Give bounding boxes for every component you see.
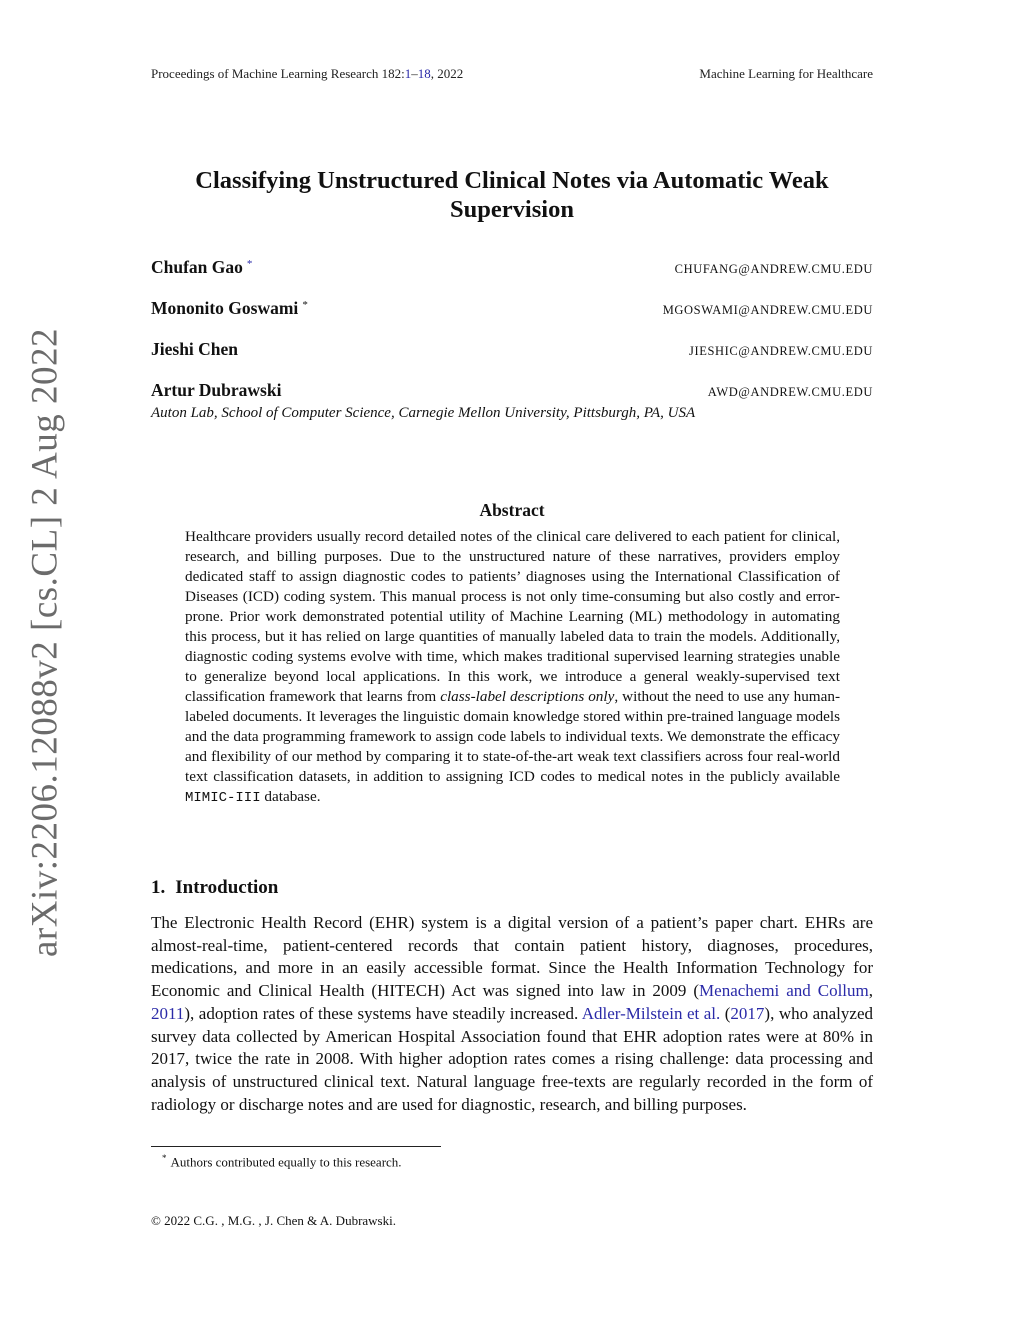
author-email: CHUFANG@ANDREW.CMU.EDU	[674, 262, 873, 276]
author-email: JIESHIC@ANDREW.CMU.EDU	[689, 344, 873, 358]
author-row	[151, 257, 873, 278]
author-name: Mononito Goswami *	[151, 298, 308, 318]
arxiv-stamp: arXiv:2206.12088v2 [cs.CL] 2 Aug 2022	[24, 328, 66, 957]
citation-year-link[interactable]: 2011	[151, 1003, 185, 1023]
affiliation: Auton Lab, School of Computer Science, Carnegie Mellon University, Pittsburgh, PA, USA	[151, 405, 696, 421]
author-name: Chufan Gao *	[151, 257, 253, 277]
author-row	[151, 298, 873, 319]
copyright-notice: © 2022 C.G. , M.G. , J. Chen & A. Dubrawski.	[151, 1213, 396, 1228]
citation-link[interactable]: Adler-Milstein et al.	[581, 1003, 721, 1023]
citation-link[interactable]: Menachemi and Collum	[699, 981, 869, 1001]
page-end-link[interactable]: 18	[417, 66, 431, 81]
citation-year-link[interactable]: 2017	[730, 1003, 765, 1023]
author-row	[151, 339, 873, 360]
running-header-left: Proceedings of Machine Learning Research 182:1–18, 2022	[151, 66, 464, 81]
author-email: AWD@ANDREW.CMU.EDU	[707, 385, 873, 399]
introduction-body: The Electronic Health Record (EHR) system is a digital version of a patient’s paper chart. EHRs are almost-real-time, patient-centered records that contain patient history, diagnoses, procedures, medications, and more in an easily accessible format. Since the Health Information Technology for Economic and Clinical Health (HITECH) Act was signed into law in 2009 (Menachemi and Collum, 2011), adoption rates of these systems have steadily increased. Adler-Milstein et al. (2017), who analyzed survey data collected by American Hospital Association found that EHR adoption rates were at 80% in 2017, twice the rate in 2008. With higher adoption rates comes a rising challenge: data processing and analysis of unstructured clinical text. Natural language free-texts are regularly recorded in the form of radiology or discharge notes and are used for diagnostic, research, and billing purposes.	[151, 913, 873, 1114]
running-header-right: Machine Learning for Healthcare	[699, 66, 873, 81]
abstract-heading: Abstract	[479, 500, 545, 520]
equal-contribution-marker[interactable]: *	[246, 257, 253, 270]
author-row	[151, 380, 873, 401]
author-email: MGOSWAMI@ANDREW.CMU.EDU	[662, 303, 873, 317]
footnote-rule	[151, 1146, 441, 1147]
author-name: Artur Dubrawski	[151, 380, 282, 400]
paper-title: Classifying Unstructured Clinical Notes via Automatic Weak Supervision	[195, 167, 829, 223]
copyright-icon: ©	[151, 1213, 161, 1228]
page-start-link[interactable]: 1	[404, 66, 412, 81]
equal-contribution-marker: *	[302, 298, 308, 311]
abstract-body: Healthcare providers usually record detailed notes of the clinical care delivered to each patient for clinical, research, and billing purposes. Due to the unstructured nature of these narratives, providers employ dedicated staff to assign diagnostic codes to patients’ diagnoses using the International Classification of Diseases (ICD) coding system. This manual process is not only time-consuming but also costly and error-prone. Prior work demonstrated potential utility of Machine Learning (ML) methodology in automating this process, but it has relied on large quantities of manually labeled data to train the models. Additionally, diagnostic coding systems evolve with time, which makes traditional supervised learning strategies unable to generalize beyond local applications. In this work, we introduce a general weakly-supervised text classification framework that learns from class-label descriptions only, without the need to use any human-labeled documents. It leverages the linguistic domain knowledge stored within pre-trained language models and the data programming framework to assign code labels to individual texts. We demonstrate the efficacy and flexibility of our method by comparing it to state-of-the-art weak text classifiers across four real-world text classification datasets, in addition to assigning ICD codes to medical notes in the publicly available MIMIC-III database.	[185, 528, 841, 806]
author-name: Jieshi Chen	[151, 339, 239, 359]
section-heading-introduction: 1. Introduction	[151, 877, 279, 898]
footnote: * Authors contributed equally to this research.	[162, 1153, 402, 1170]
